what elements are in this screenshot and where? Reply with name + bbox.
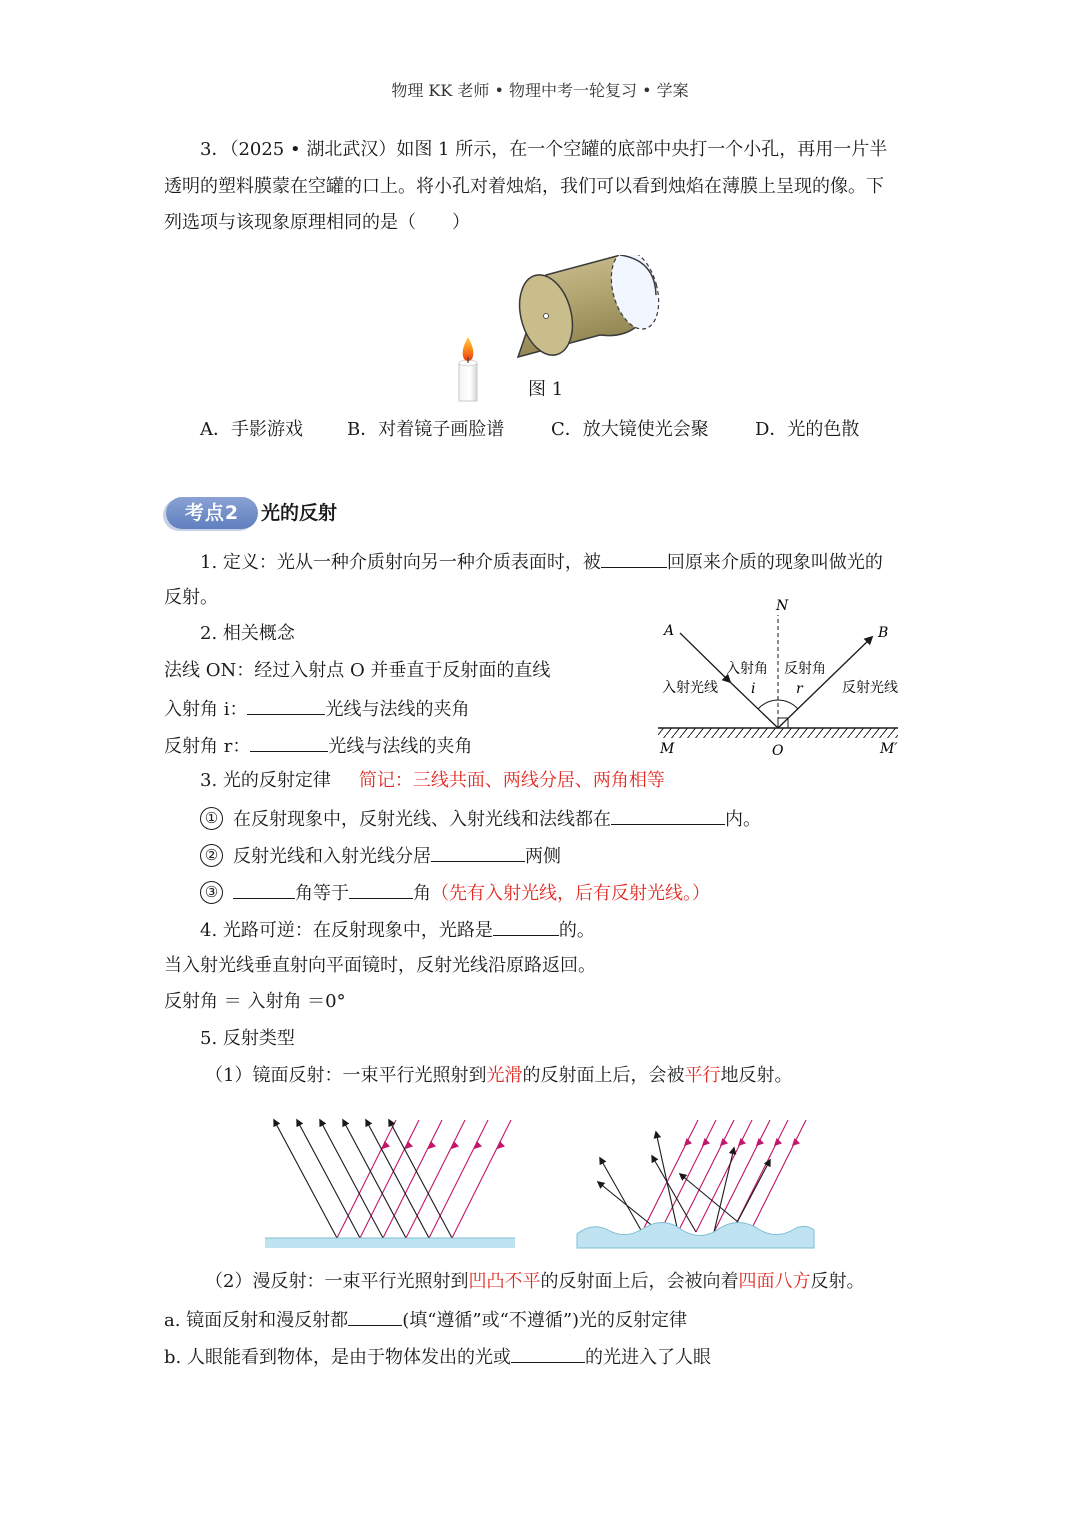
label-reflect-angle: 反射角 — [784, 661, 826, 677]
option-b: B．对着镜子画脸谱 — [347, 419, 505, 440]
label-reflected-ray: 反射光线 — [842, 680, 898, 696]
item2-incidence: 入射角 i： 光线与法线的夹角 — [164, 696, 469, 722]
blank-follow[interactable] — [348, 1307, 402, 1326]
reflection-law-diagram — [650, 595, 910, 765]
law-3-note: （先有入射光线，后有反射光线。） — [431, 883, 710, 904]
blank-angle-2[interactable] — [349, 880, 413, 899]
item2-reflection: 反射角 r： 光线与法线的夹角 — [164, 733, 472, 759]
item4-line3: 反射角 ＝ 入射角 ＝0° — [164, 991, 346, 1012]
specular-reflection-figure — [262, 1110, 518, 1252]
item4-line2: 当入射光线垂直射向平面镜时，反射光线沿原路返回。 — [164, 955, 596, 976]
law-2: ② 反射光线和入射光线分居 两侧 — [200, 843, 561, 869]
item5-specular: （1）镜面反射：一束平行光照射到光滑的反射面上后，会被平行地反射。 — [205, 1065, 793, 1086]
blank-normal[interactable] — [431, 843, 525, 862]
item2-normal: 法线 ON：经过入射点 O 并垂直于反射面的直线 — [164, 660, 551, 681]
question-b: b. 人眼能看到物体，是由于物体发出的光或 的光进入了人眼 — [164, 1344, 711, 1370]
q3-line2: 透明的塑料膜蒙在空罐的口上。将小孔对着烛焰，我们可以看到烛焰在薄膜上呈现的像。下 — [164, 176, 884, 197]
item5-diffuse: （2）漫反射：一束平行光照射到凹凸不平的反射面上后，会被向着四面八方反射。 — [205, 1271, 865, 1292]
figure-1-caption: 图 1 — [528, 379, 564, 400]
option-d: D．光的色散 — [755, 419, 860, 440]
blank-reversible[interactable] — [493, 917, 559, 936]
section-title: 光的反射 — [261, 502, 338, 524]
label-b: B — [878, 625, 889, 641]
q3-line3: 列选项与该现象原理相同的是（ ） — [164, 212, 470, 233]
item2-title: 2. 相关概念 — [200, 623, 295, 644]
item3-title: 3. 光的反射定律 简记：三线共面、两线分居、两角相等 — [200, 770, 665, 791]
label-m-prime: M′ — [880, 741, 898, 757]
item1-definition: 1. 定义：光从一种介质射向另一种介质表面时，被 回原来介质的现象叫做光的 — [200, 549, 883, 575]
item1-line2: 反射。 — [164, 587, 218, 608]
page-header: 物理 KK 老师 • 物理中考一轮复习 • 学案 — [391, 81, 689, 100]
question-a: a. 镜面反射和漫反射都 (填“遵循”或“不遵循”)光的反射定律 — [164, 1307, 687, 1333]
item3-mnemonic: 简记：三线共面、两线分居、两角相等 — [358, 770, 665, 791]
item5-title: 5. 反射类型 — [200, 1028, 295, 1049]
label-o: O — [772, 743, 784, 759]
option-a: A．手影游戏 — [200, 419, 303, 440]
label-r: r — [796, 681, 803, 697]
label-incident-angle: 入射角 — [726, 661, 768, 677]
option-c: C．放大镜使光会聚 — [551, 419, 709, 440]
blank-angle-1[interactable] — [233, 880, 295, 899]
diffuse-reflection-figure — [574, 1110, 818, 1252]
blank-plane[interactable] — [611, 806, 725, 825]
label-m: M — [660, 741, 675, 757]
blank-reflected[interactable] — [511, 1344, 585, 1363]
item4-reversible: 4. 光路可逆：在反射现象中，光路是 的。 — [200, 917, 595, 943]
blank-reflect[interactable] — [601, 549, 667, 568]
label-i: i — [751, 681, 756, 697]
section-badge: 考点2 — [166, 497, 258, 529]
blank-reflection[interactable] — [250, 733, 328, 752]
label-n: N — [776, 598, 789, 614]
blank-incidence[interactable] — [247, 696, 325, 715]
law-3: ③ 角等于 角（先有入射光线，后有反射光线。） — [200, 880, 710, 906]
label-incident-ray: 入射光线 — [662, 680, 718, 696]
q3-line1: 3．（2025 • 湖北武汉）如图 1 所示，在一个空罐的底部中央打一个小孔，再用一片半 — [200, 139, 888, 160]
label-a: A — [664, 623, 675, 639]
law-1: ① 在反射现象中，反射光线、入射光线和法线都在 内。 — [200, 806, 761, 832]
